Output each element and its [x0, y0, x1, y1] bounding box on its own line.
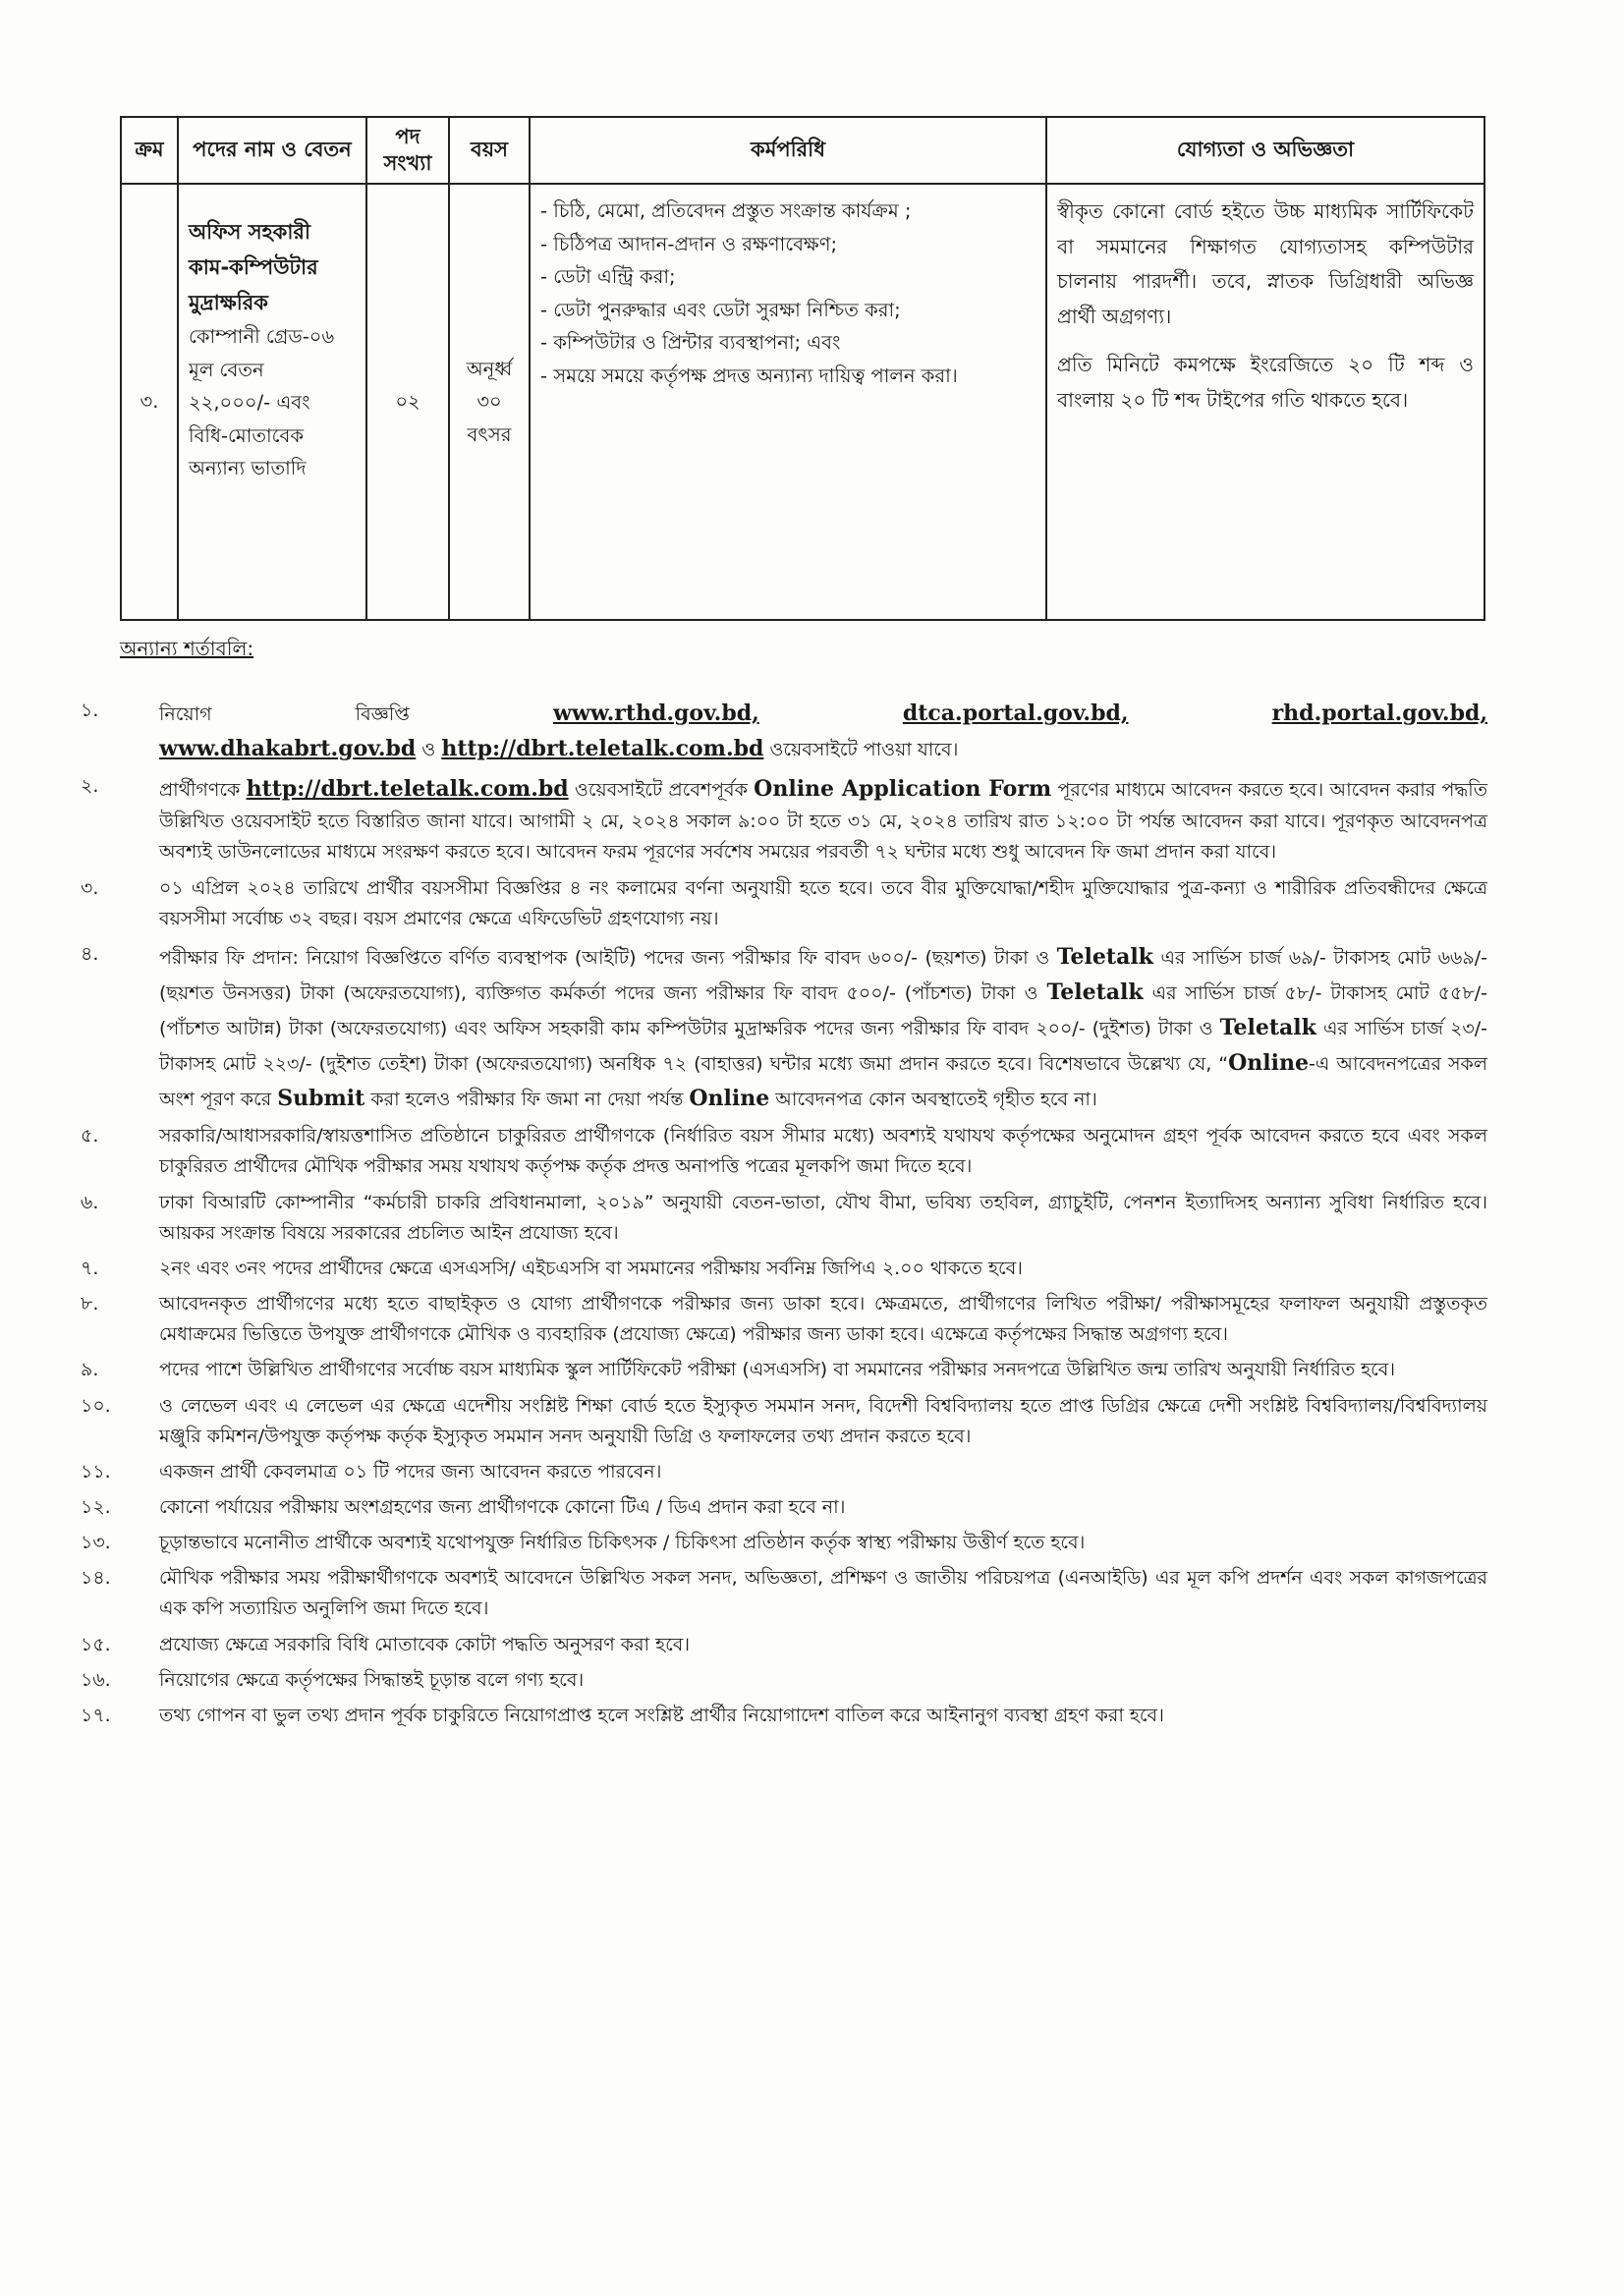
term-item-14 — [81, 1563, 1487, 1624]
cell-duties — [530, 184, 1046, 620]
term-item-17 — [81, 1701, 1487, 1731]
term-english-text: Online — [1228, 1050, 1310, 1077]
term-item-16 — [81, 1665, 1487, 1696]
salary-line: কোম্পানী গ্রেড-০৬ — [189, 325, 335, 349]
term-number: ৬. — [81, 1191, 99, 1213]
age-line: ৩০ — [476, 390, 502, 414]
term-item-6 — [81, 1188, 1487, 1249]
term-number: ৫. — [81, 1125, 99, 1148]
term-number: ১৫. — [81, 1633, 111, 1655]
term-item-11 — [81, 1457, 1487, 1487]
term-text: চূড়ান্তভাবে মনোনীত প্রার্থীকে অবশ্যই যথোপযুক্ত নির্ধারিত চিকিৎসক / চিকিৎসা প্রতিষ্ঠান কর্তৃক স্বাস্থ্য পরীক্ষায় উত্তীর্ণ হতে হবে। — [159, 1532, 1086, 1554]
term-text-part: এর সার্ভিস চার্জ ৫৮/- টাকাসহ মোট ৫৫৮/- (পাঁচশত আটান্ন) টাকা (অফেরতযোগ্য) এবং অফিস সহকারী কাম কম্পিউটার মুদ্রাক্ষরিক পদের জন্য পরীক্ষার ফি বাবদ ২০০/- (দুইশত) টাকা ও — [159, 981, 1487, 1040]
term-number: ১৩. — [81, 1532, 111, 1554]
duty-item: - চিঠি, মেমো, প্রতিবেদন প্রস্তুত সংক্রান্ত কার্যক্রম ; — [540, 199, 912, 222]
term-text: কোনো পর্যায়ের পরীক্ষায় অংশগ্রহণের জন্য প্রার্থীগণকে কোনো টিএ / ডিএ প্রদান করা হবে না। — [159, 1495, 846, 1518]
term-item-2 — [81, 771, 1487, 868]
duty-item: - ডেটা এন্ট্রি করা; — [540, 265, 676, 289]
term-text: সরকারি/আধাসরকারি/স্বায়ত্তশাসিত প্রতিষ্ঠানে চাকুরিরত প্রার্থীগণকে (নির্ধারিত বয়স সীমার মধ্যে) অবশ্যই যথাযথ কর্তৃপক্ষের অনুমোদন গ্রহণ পূর্বক আবেদন করতে হবে এবং সকল চাকুরিরত প্রার্থীদের মৌখিক পরীক্ষার সময় যথাযথ কর্তৃপক্ষ কর্তৃক প্রদত্ত অনাপত্তি পত্রের মূলকপি জমা দিতে হবে। — [159, 1125, 1487, 1178]
term-item-1 — [81, 696, 1487, 766]
term-text: ২নং এবং ৩নং পদের প্রার্থীদের ক্ষেত্রে এসএসসি/ এইচএসসি বা সমমানের পরীক্ষায় সর্বনিম্ন জিপিএ ২.০০ থাকতে হবে। — [159, 1257, 1023, 1279]
term-item-8 — [81, 1289, 1487, 1350]
term-number: ১৬. — [81, 1668, 111, 1691]
term-number: ২. — [81, 775, 99, 798]
term-text: ও লেভেল এবং এ লেভেল এর ক্ষেত্রে এদেশীয় সংশ্লিষ্ট শিক্ষা বোর্ড হতে ইস্যুকৃত সমমান সনদ, বিদেশী বিশ্ববিদ্যালয় হতে প্রাপ্ত ডিগ্রির ক্ষেত্রে দেশী সংশ্লিষ্ট বিশ্ববিদ্যালয়/বিশ্ববিদ্যালয় মঞ্জুরি কমিশন/উপযুক্ত কর্তৃপক্ষ কর্তৃক ইস্যুকৃত সমমান সনদ অনুযায়ী ডিগ্রি ও ফলাফলের তথ্য প্রদান করতে হবে। — [159, 1394, 1487, 1447]
header-serial: ক্রম — [121, 117, 178, 184]
term-text: প্রযোজ্য ক্ষেত্রে সরকারি বিধি মোতাবেক কোটা পদ্ধতি অনুসরণ করা হবে। — [159, 1633, 691, 1655]
term-text-part: করা হলেও পরীক্ষার ফি জমা না দেয়া পর্যন্ত — [364, 1089, 690, 1111]
term-item-3 — [81, 873, 1487, 934]
term-text-part: নিয়োগ বিজ্ঞপ্তি — [159, 703, 553, 725]
term-number: ১. — [81, 700, 99, 721]
term-text — [159, 696, 1487, 731]
term-number: ১০. — [81, 1394, 111, 1417]
term-item-15 — [81, 1630, 1487, 1660]
term-number: ১২. — [81, 1495, 111, 1518]
link-dtca[interactable]: dtca.portal.gov.bd, — [902, 700, 1129, 726]
header-duties: কর্মপরিধি — [530, 117, 1046, 184]
duty-list — [540, 195, 1036, 392]
term-english-text: Online Application Form — [754, 776, 1052, 803]
term-text-part: পরীক্ষার ফি প্রদান: নিয়োগ বিজ্ঞপ্তিতে বর্ণিত ব্যবস্থাপক (আইটি) পদের জন্য পরীক্ষার ফি বাবদ ৬০০/- (ছয়শত) টাকা ও — [159, 946, 1057, 969]
term-item-5 — [81, 1121, 1487, 1182]
terms-heading: অন্যান্য শর্তাবলি: — [120, 637, 254, 660]
cell-qualification — [1046, 184, 1484, 620]
term-english-text: Submit — [277, 1086, 365, 1112]
header-post-and-salary: পদের নাম ও বেতন — [178, 117, 366, 184]
term-item-10 — [81, 1391, 1487, 1452]
term-item-12 — [81, 1492, 1487, 1523]
term-number: ৭. — [81, 1257, 99, 1279]
term-text-part: -এ আবেদনপত্রের সকল অংশ পূরণ করে — [159, 1053, 1487, 1111]
term-text-part: ওয়েবসাইটে পাওয়া যাবে। — [763, 739, 959, 761]
term-text: ০১ এপ্রিল ২০২৪ তারিখে প্রার্থীর বয়সসীমা বিজ্ঞপ্তির ৪ নং কলামের বর্ণনা অনুযায়ী হতে হবে। তবে বীর মুক্তিযোদ্ধা/শহীদ মুক্তিযোদ্ধার পুত্র-কন্যা ও শারীরিক প্রতিবন্ধীদের ক্ষেত্রে বয়সসীমা সর্বোচ্চ ৩২ বছর। বয়স প্রমাণের ক্ষেত্রে এফিডেভিট গ্রহণযোগ্য নয়। — [159, 876, 1487, 929]
term-english-text: Teletalk — [1219, 1015, 1316, 1041]
term-text-part: ও — [416, 739, 442, 761]
term-item-9 — [81, 1355, 1487, 1385]
post-title-line: মুদ্রাক্ষরিক — [189, 291, 268, 315]
job-table — [120, 116, 1485, 621]
term-text: মৌখিক পরীক্ষার সময় পরীক্ষার্থীগণকে অবশ্যই আবেদনে উল্লিখিত সকল সনদ, অভিজ্ঞতা, প্রশিক্ষণ ও জাতীয় পরিচয়পত্র (এনআইডি) এর মূল কপি প্রদর্শন এবং সকল কাগজপত্রের এক কপি সত্যায়িত অনুলিপি জমা দিতে হবে। — [159, 1567, 1487, 1620]
link-dbrt-teletalk[interactable]: http://dbrt.teletalk.com.bd — [246, 776, 569, 803]
header-qualification: যোগ্যতা ও অভিজ্ঞতা — [1046, 117, 1484, 184]
term-text: নিয়োগের ক্ষেত্রে কর্তৃপক্ষের সিদ্ধান্তই চূড়ান্ত বলে গণ্য হবে। — [159, 1668, 585, 1691]
term-text: তথ্য গোপন বা ভুল তথ্য প্রদান পূর্বক চাকুরিতে নিয়োগপ্রাপ্ত হলে সংশ্লিষ্ট প্রার্থীর নিয়োগাদেশ বাতিল করে আইনানুগ ব্যবস্থা গ্রহণ করা হবে। — [159, 1704, 1164, 1726]
term-text-cont — [159, 736, 959, 762]
header-post-count: পদ সংখ্যা — [366, 117, 449, 184]
cell-post-count: ০২ — [366, 184, 449, 620]
term-text-part: এর সার্ভিস চার্জ ৬৯/- টাকাসহ মোট ৬৬৯/- (ছয়শত উনসত্তর) টাকা (অফেরতযোগ্য), ব্যক্তিগত কর্মকর্তা পদের জন্য পরীক্ষার ফি বাবদ ৫০০/- (পাঁচশত) টাকা ও — [159, 946, 1487, 1004]
salary-line: ২২,০০০/- এবং — [189, 391, 310, 415]
table-header-row — [121, 117, 1484, 184]
cell-serial: ৩. — [121, 184, 178, 620]
term-text-part: এর সার্ভিস চার্জ ২৩/- টাকাসহ মোট ২২৩/- (দুইশত তেইশ) টাকা (অফেরতযোগ্য) অনধিক ৭২ (বাহাত্তর) ঘন্টার মধ্যে জমা প্রদান করতে হবে। বিশেষভাবে উল্লেখ্য যে, “ — [159, 1018, 1488, 1076]
terms-list — [81, 696, 1487, 1736]
cell-age — [449, 184, 530, 620]
term-text: একজন প্রার্থী কেবলমাত্র ০১ টি পদের জন্য আবেদন করতে পারবেন। — [159, 1460, 662, 1483]
term-number: ৩. — [81, 876, 99, 899]
link-rhd[interactable]: rhd.portal.gov.bd, — [1271, 700, 1488, 726]
term-number: ১৭. — [81, 1704, 111, 1726]
link-rthd[interactable]: www.rthd.gov.bd, — [552, 700, 759, 726]
term-number: ৯. — [81, 1359, 99, 1381]
term-text-part: ওয়েবসাইটে প্রবেশপূর্বক — [568, 779, 755, 802]
term-text: ঢাকা বিআরটি কোম্পানীর “কর্মচারী চাকরি প্রবিধানমালা, ২০১৯” অনুযায়ী বেতন-ভাতা, যৌথ বীমা, ভবিষ্য তহবিল, গ্র্যাচুইটি, পেনশন ইত্যাদিসহ অন্যান্য সুবিধা নির্ধারিত হবে। আয়কর সংক্রান্ত বিষয়ে সরকারের প্রচলিত আইন প্রযোজ্য হবে। — [159, 1191, 1487, 1244]
term-text: পদের পাশে উল্লিখিত প্রার্থীগণের সর্বোচ্চ বয়স মাধ্যমিক স্কুল সার্টিফিকেট পরীক্ষা (এসএসসি) বা সমমানের পরীক্ষার সনদপত্রে উল্লিখিত জন্ম তারিখ অনুযায়ী নির্ধারিত হবে। — [159, 1359, 1396, 1381]
term-number: ১১. — [81, 1460, 111, 1483]
duty-item: - ডেটা পুনরুদ্ধার এবং ডেটা সুরক্ষা নিশ্চিত করা; — [540, 298, 901, 321]
term-text-part: আবেদনপত্র কোন অবস্থাতেই গৃহীত হবে না। — [769, 1089, 1097, 1111]
link-dbrt-teletalk[interactable]: http://dbrt.teletalk.com.bd — [441, 736, 764, 762]
age-line: বৎসর — [467, 422, 512, 446]
table-row — [121, 184, 1484, 620]
term-english-text: Teletalk — [1046, 979, 1144, 1005]
salary-line: মূল বেতন — [189, 358, 264, 381]
age-line: অনূর্ধ্ব — [466, 357, 513, 380]
qualification-text: স্বীকৃত কোনো বোর্ড হইতে উচ্চ মাধ্যমিক সার্টিফিকেট বা সমমানের শিক্ষাগত যোগ্যতাসহ কম্পিউটার চালনায় পারদর্শী। তবে, স্নাতক ডিগ্রিধারী অভিজ্ঞ প্রার্থী অগ্রগণ্য। — [1057, 199, 1474, 328]
typing-speed-text: প্রতি মিনিটে কমপক্ষে ইংরেজিতে ২০ টি শব্দ ও বাংলায় ২০ টি শব্দ টাইপের গতি থাকতে হবে। — [1057, 353, 1474, 412]
duty-item: - চিঠিপত্র আদান-প্রদান ও রক্ষণাবেক্ষণ; — [540, 232, 838, 255]
post-title-line: কাম-কম্পিউটার — [189, 255, 318, 280]
salary-line: অন্যান্য ভাতাদি — [189, 457, 307, 480]
term-number: ৮. — [81, 1293, 99, 1316]
link-dhakabrt[interactable]: www.dhakabrt.gov.bd — [159, 736, 417, 762]
term-item-13 — [81, 1528, 1487, 1558]
term-english-text: Online — [689, 1086, 770, 1112]
term-text-part: প্রার্থীগণকে — [159, 779, 247, 802]
term-item-4 — [81, 939, 1487, 1116]
term-item-7 — [81, 1254, 1487, 1284]
term-number: ১৪. — [81, 1567, 111, 1590]
salary-line: বিধি-মোতাবেক — [189, 423, 304, 447]
term-text: আবেদনকৃত প্রার্থীগণের মধ্যে হতে বাছাইকৃত ও যোগ্য প্রার্থীগণকে পরীক্ষার জন্য ডাকা হবে। ক্ষেত্রমতে, প্রার্থীগণের লিখিত পরীক্ষা/ পরীক্ষাসমূহের ফলাফল অনুযায়ী প্রস্তুতকৃত মেধাক্রমের ভিত্তিতে উপযুক্ত প্রার্থীগণকে মৌখিক ও ব্যবহারিক (প্রযোজ্য ক্ষেত্রে) পরীক্ষার জন্য ডাকা হবে। এক্ষেত্রে কর্তৃপক্ষের সিদ্ধান্ত অগ্রগণ্য হবে। — [159, 1293, 1487, 1346]
cell-post — [178, 184, 366, 620]
header-age: বয়স — [449, 117, 530, 184]
post-title-line: অফিস সহকারী — [189, 220, 310, 244]
duty-item: - সময়ে সময়ে কর্তৃপক্ষ প্রদত্ত অন্যান্য দায়িত্ব পালন করা। — [540, 364, 958, 387]
term-number: ৪. — [81, 942, 99, 965]
term-english-text: Teletalk — [1056, 943, 1153, 970]
term-text-part: পূরণের মাধ্যমে আবেদন করতে হবে। আবেদন করার পদ্ধতি উল্লিখিত ওয়েবসাইট হতে বিস্তারিত জানা যাবে। আগামী ২ মে, ২০২৪ সকাল ৯:০০ টা হতে ৩১ মে, ২০২৪ তারিখ রাত ১২:০০ টা পর্যন্ত আবেদন করা যাবে। পূরণকৃত আবেদনপত্র অবশ্যই ডাউনলোডের মাধ্যমে সংরক্ষণ করতে হবে। আবেদন ফরম পূরণের সর্বশেষ সময়ের পরবর্তী ৭২ ঘন্টার মধ্যে শুধু আবেদন ফি জমা প্রদান করা যাবে। — [159, 779, 1487, 864]
duty-item: - কম্পিউটার ও প্রিন্টার ব্যবস্থাপনা; এবং — [540, 331, 841, 355]
